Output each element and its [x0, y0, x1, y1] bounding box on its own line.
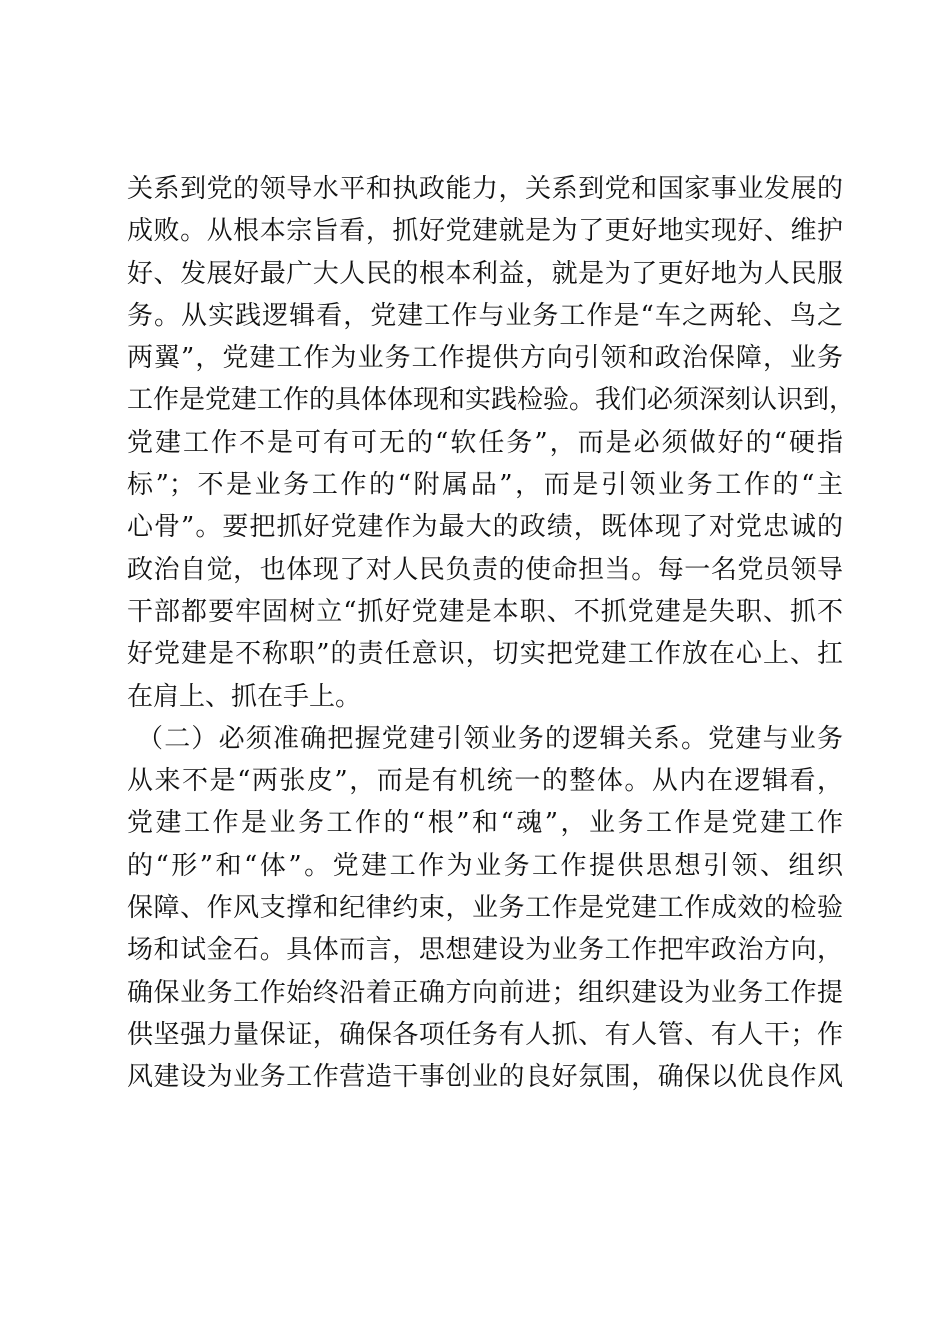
paragraph-1-line-12: 好党建是不称职”的责任意识，切实把党建工作放在心上、扛	[127, 639, 843, 670]
paragraph-2-line-9: 风建设为业务工作营造干事创业的良好氛围，确保以优良作风	[127, 1062, 843, 1093]
paragraph-2-line-8: 供坚强力量保证，确保各项任务有人抓、有人管、有人干；作	[127, 1019, 843, 1050]
paragraph-1-line-7: 党建工作不是可有可无的“软任务”，而是必须做好的“硬指	[127, 427, 843, 458]
paragraph-1-line-4: 务。从实践逻辑看，党建工作与业务工作是“车之两轮、鸟之	[127, 300, 843, 331]
paragraph-2-line-4: 的“形”和“体”。党建工作为业务工作提供思想引领、组织	[127, 850, 843, 881]
paragraph-2-line-6: 场和试金石。具体而言，思想建设为业务工作把牢政治方向，	[127, 935, 843, 966]
paragraph-1-line-8: 标”；不是业务工作的“附属品”，而是引领业务工作的“主	[127, 470, 843, 501]
paragraph-1-line-3: 好、发展好最广大人民的根本利益，就是为了更好地为人民服	[127, 258, 843, 289]
paragraph-1-line-10: 政治自觉，也体现了对人民负责的使命担当。每一名党员领导	[127, 554, 843, 585]
paragraph-2-line-7: 确保业务工作始终沿着正确方向前进；组织建设为业务工作提	[127, 977, 843, 1008]
paragraph-1-line-6: 工作是党建工作的具体体现和实践检验。我们必须深刻认识到，	[127, 385, 856, 416]
paragraph-1-line-9: 心骨”。要把抓好党建作为最大的政绩，既体现了对党忠诚的	[127, 512, 843, 543]
paragraph-2-line-2: 从来不是“两张皮”，而是有机统一的整体。从内在逻辑看，	[127, 766, 843, 797]
paragraph-1-line-1: 关系到党的领导水平和执政能力，关系到党和国家事业发展的	[127, 174, 843, 204]
paragraph-2-line-5: 保障、作风支撑和纪律约束，业务工作是党建工作成效的检验	[127, 893, 843, 924]
paragraph-1-line-5: 两翼”，党建工作为业务工作提供方向引领和政治保障，业务	[127, 343, 843, 374]
paragraph-1-line-13: 在肩上、抓在手上。	[127, 681, 362, 712]
paragraph-2-line-1: （二）必须准确把握党建引领业务的逻辑关系。党建与业务	[137, 723, 843, 754]
paragraph-2-line-3: 党建工作是业务工作的“根”和“魂”，业务工作是党建工作	[127, 808, 843, 839]
paragraph-1-line-2: 成败。从根本宗旨看，抓好党建就是为了更好地实现好、维护	[127, 216, 843, 247]
document-body	[127, 168, 856, 1099]
paragraph-1-line-11: 干部都要牢固树立“抓好党建是本职、不抓党建是失职、抓不	[127, 596, 843, 627]
